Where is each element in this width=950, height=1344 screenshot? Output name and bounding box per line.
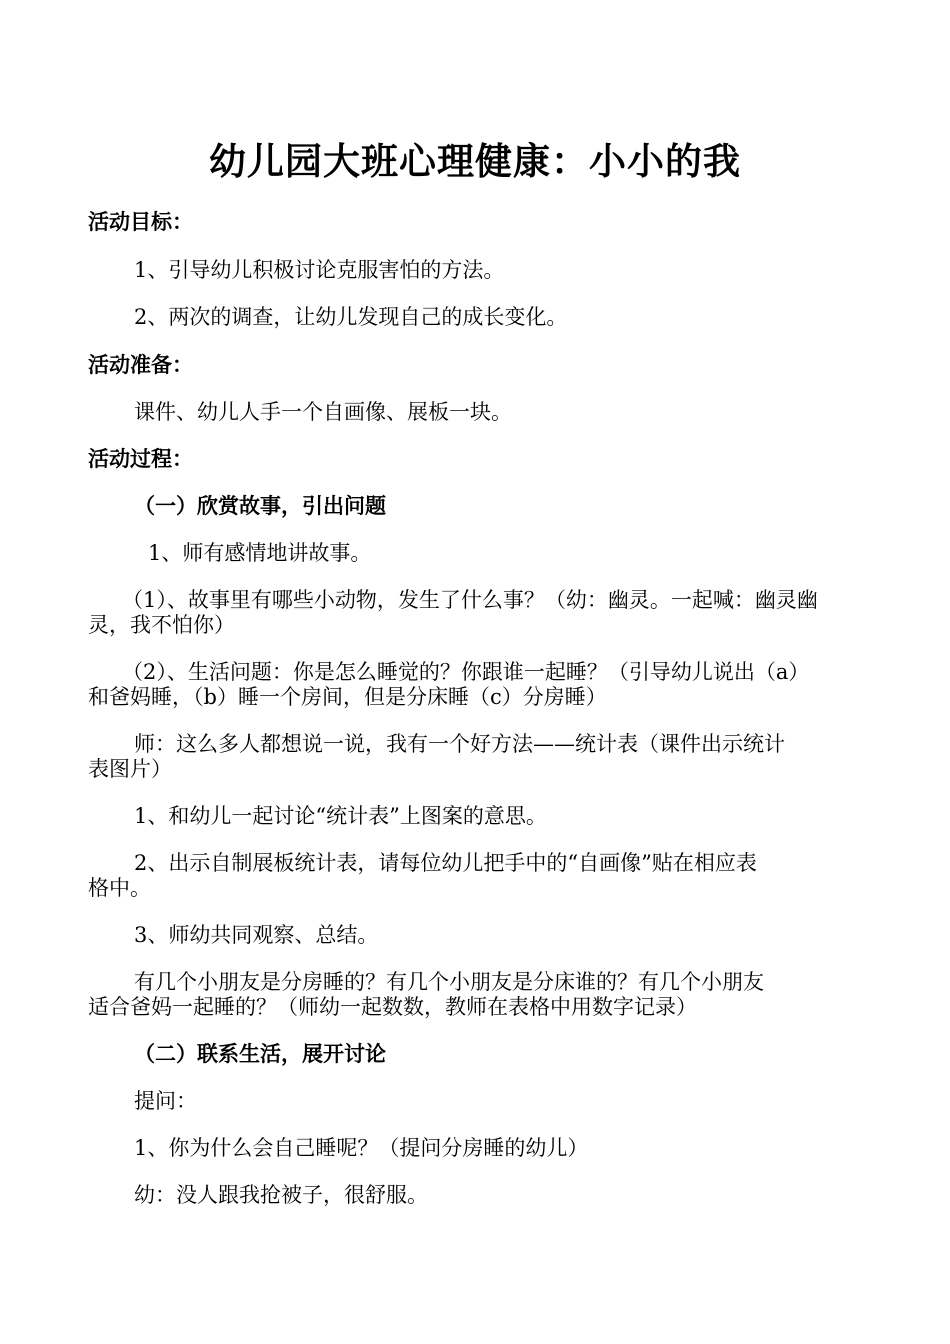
teacher-item-1: 1、和幼儿一起讨论“统计表”上图案的意思。 [134, 804, 547, 828]
teacher-item-2-line-2: 格中。 [88, 876, 151, 900]
prep-text: 课件、幼儿人手一个自画像、展板一块。 [134, 400, 512, 424]
part1-question-2-line-2: 和爸妈睡，（b）睡一个房间，但是分床睡（c）分房睡） [88, 685, 607, 709]
teacher-item-3: 3、师幼共同观察、总结。 [134, 923, 379, 947]
ask-question-1: 1、你为什么会自己睡呢？（提问分房睡的幼儿） [134, 1136, 589, 1160]
count-question-line-1: 有几个小朋友是分房睡的？有几个小朋友是分床谁的？有几个小朋友 [134, 970, 764, 994]
child-answer: 幼：没人跟我抢被子，很舒服。 [134, 1183, 428, 1207]
page-title: 幼儿园大班心理健康：小小的我 [209, 139, 741, 183]
goal-item-2: 2、两次的调查，让幼儿发现自己的成长变化。 [134, 305, 568, 329]
teacher-line-1: 师：这么多人都想说一说，我有一个好方法——统计表（课件出示统计 [134, 732, 785, 756]
ask-label: 提问： [134, 1089, 197, 1113]
goals-heading: 活动目标： [88, 209, 193, 234]
part1-question-2-line-1: （2）、生活问题：你是怎么睡觉的？你跟谁一起睡？（引导幼儿说出（a） [122, 660, 810, 684]
part1-item-1: 1、师有感情地讲故事。 [148, 541, 372, 565]
prep-heading: 活动准备： [88, 352, 193, 377]
teacher-item-2-line-1: 2、出示自制展板统计表，请每位幼儿把手中的“自画像”贴在相应表 [134, 851, 757, 875]
teacher-line-2: 表图片） [88, 757, 172, 781]
part1-heading: （一）欣赏故事，引出问题 [134, 493, 386, 518]
part2-heading: （二）联系生活，展开讨论 [134, 1041, 386, 1066]
part1-question-1-line-1: （1）、故事里有哪些小动物，发生了什么事？（幼：幽灵。一起喊：幽灵幽 [122, 588, 818, 612]
count-question-line-2: 适合爸妈一起睡的？（师幼一起数数，教师在表格中用数字记录） [88, 995, 697, 1019]
goal-item-1: 1、引导幼儿积极讨论克服害怕的方法。 [134, 258, 505, 282]
part1-question-1-line-2: 灵，我不怕你） [88, 613, 235, 637]
process-heading: 活动过程： [88, 446, 193, 471]
